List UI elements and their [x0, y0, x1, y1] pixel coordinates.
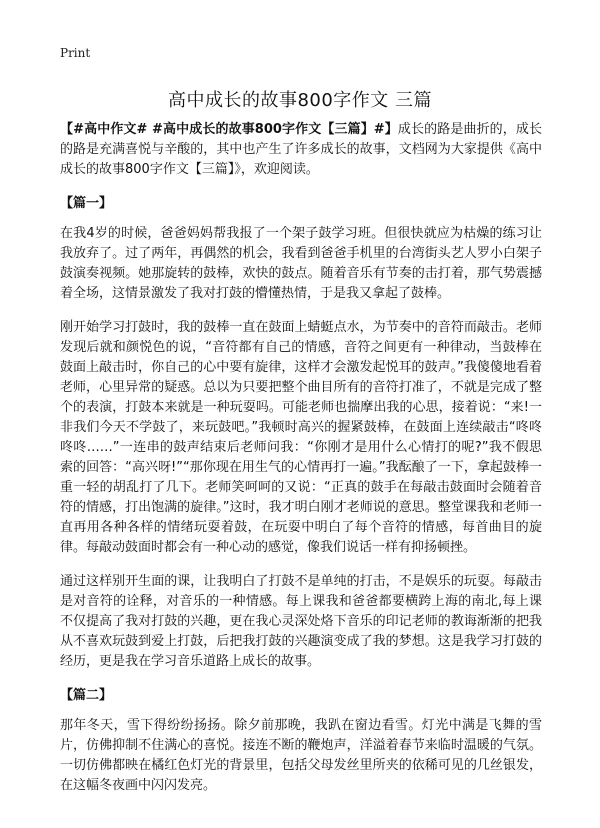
- paragraph: 在我4岁的时候，爸爸妈妈帮我报了一个架子鼓学习班。但很快就应为枯燥的练习让我放弃了。过了两年，再偶然的机会，我看到爸爸手机里的台湾街头艺人罗小白架子鼓演奏视频。她那旋转的鼓棒，欢快的鼓点。随着音乐有节奏的击打着，那气势震撼着全场，这情景激发了我对打鼓的懵懂热情，于是我又拿起了鼓棒。: [60, 226, 542, 301]
- intro-text: 成长的路是曲折的，成长的路是充满喜悦与辛酸的，其中也产生了许多成长的故事，文档网为大家提供《高中成长的故事800字作文【三篇】》，欢迎阅读。: [60, 122, 542, 177]
- paragraph: 通过这样别开生面的课，让我明白了打鼓不是单纯的打击，不是娱乐的玩耍。每敲击是对音符的诠释，对音乐的一种情感。每上课我和爸爸都要横跨上海的南北,每上课不仅提高了我对打鼓的兴趣，更在我心灵深处烙下音乐的印记老师的教诲渐渐的把我从不喜欢玩鼓到爱上打鼓，后把我打鼓的兴趣演变成了我的梦想。这是我学习打鼓的经历，更是我在学习音乐道路上成长的故事。: [60, 574, 542, 669]
- document-body: [60, 120, 542, 810]
- page-title: 高中成长的故事800字作文 三篇: [167, 90, 433, 111]
- intro-paragraph: [60, 120, 542, 180]
- section-heading-1: 【篇一】: [60, 196, 113, 211]
- print-label: Print: [60, 46, 91, 60]
- intro-tag: 【#高中作文# #高中成长的故事800字作文【三篇】#】: [60, 122, 398, 137]
- paragraph: 刚开始学习打鼓时，我的鼓棒一直在鼓面上蜻蜓点水，为节奏中的音符而敲击。老师发现后就和颜悦色的说，“音符都有自己的情感，音符之间更有一种律动，当鼓棒在鼓面上敲击时，你自己的心中要有旋律，这样才会激发起悦耳的鼓声。”我傻傻地看着老师，心里异常的疑惑。总以为只要把整个曲目所有的音符打准了，不就是完成了整个的表演，打鼓本来就是一种玩耍吗。可能老师也揣摩出我的心思，接着说：“来!一非我们今天不学鼓了，来玩鼓吧。”我顿时高兴的握紧鼓棒，在鼓面上连续敲击“咚咚咚咚……”一连串的鼓声结束后老师问我：“你刚才是用什么心情打的呢?”我不假思索的回答：“高兴呀!”“那你现在用生气的心情再打一遍。”我酝酿了一下，拿起鼓棒一重一轻的胡乱打了几下。老师笑呵呵的又说：“正真的鼓手在每敲击鼓面时会随着音符的情感，打出饱满的旋律。”这时，我才明白刚才老师说的意思。整堂课我和老师一直再用各种各样的情绪玩耍着鼓，在玩耍中明白了每个音符的情感，每首曲目的旋律。每敲动鼓面时都会有一种心动的感觉，像我们说话一样有抑扬顿挫。: [60, 320, 542, 555]
- paragraph: 那年冬天，雪下得纷纷扬扬。除夕前那晚，我趴在窗边看雪。灯光中满是飞舞的雪片，仿佛抑制不住满心的喜悦。接连不断的鞭炮声，洋溢着春节来临时温暖的气氛。一切仿佛都映在橘红色灯光的背景里，包括父母发丝里所夹的依稀可见的几丝银发，在这幅冬夜画中闪闪发亮。: [60, 718, 542, 793]
- section-heading-2: 【篇二】: [60, 688, 113, 703]
